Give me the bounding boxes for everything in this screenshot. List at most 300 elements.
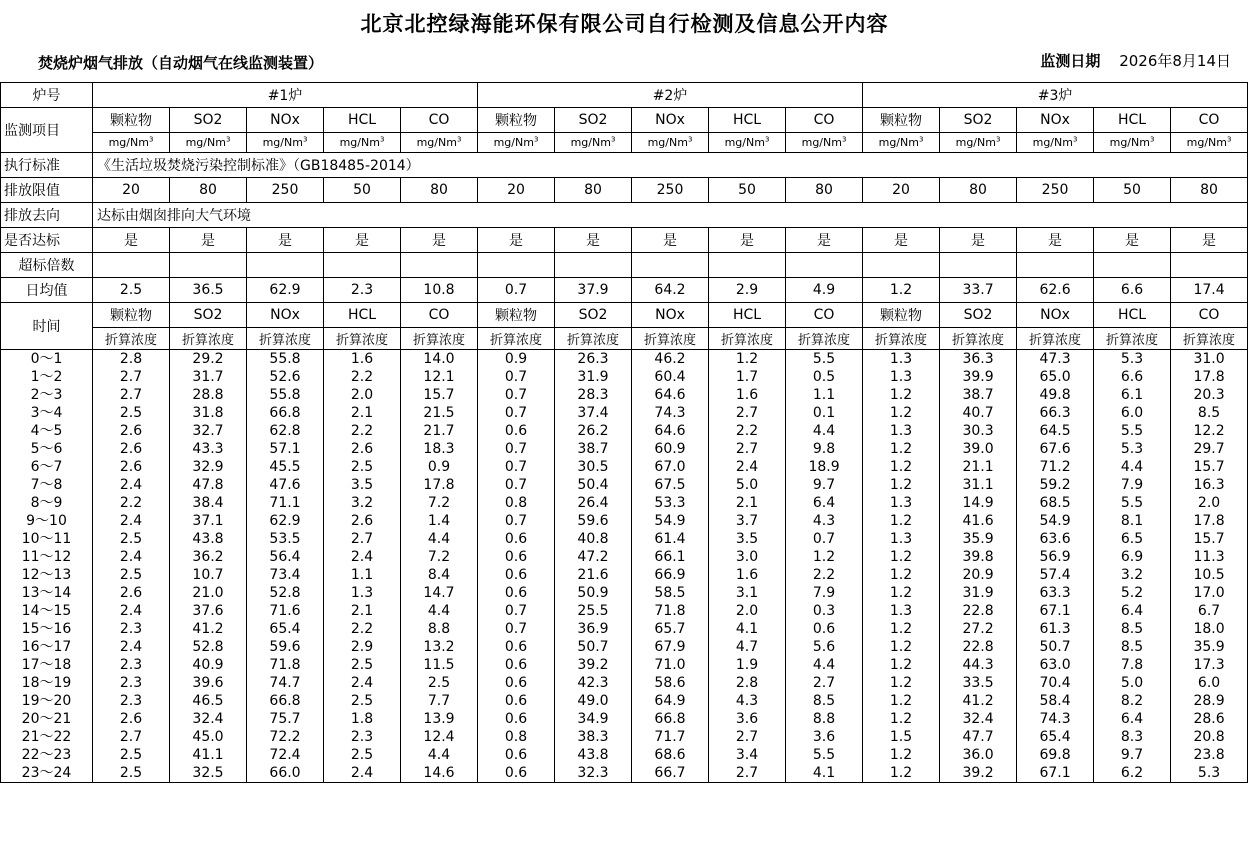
pollutant-name: 颗粒物: [93, 108, 170, 133]
unit-text: mg/Nm: [493, 136, 534, 149]
time-header-row: [1, 303, 1248, 328]
value-cell: 49.8: [1017, 386, 1094, 404]
pollutant-name: CO: [401, 108, 478, 133]
value-cell: 2.8: [709, 674, 786, 692]
value-cell: 2.5: [401, 674, 478, 692]
value-cell: 56.9: [1017, 548, 1094, 566]
time-pollutant-name: NOx: [1017, 303, 1094, 328]
value-cell: 2.1: [324, 602, 401, 620]
value-cell: 31.9: [555, 368, 632, 386]
value-cell: 2.2: [324, 422, 401, 440]
table-row: [1, 566, 1248, 584]
value-cell: 75.7: [247, 710, 324, 728]
time-pollutant-name: 颗粒物: [863, 303, 940, 328]
value-cell: 18.9: [786, 458, 863, 476]
value-cell: 2.5: [93, 764, 170, 783]
value-cell: 2.6: [324, 512, 401, 530]
unit-text: mg/Nm: [185, 136, 226, 149]
value-cell: 65.4: [1017, 728, 1094, 746]
value-cell: 47.3: [1017, 350, 1094, 369]
value-cell: 41.2: [940, 692, 1017, 710]
value-cell: 66.0: [247, 764, 324, 783]
discharge-text: 达标由烟囱排向大气环境: [93, 203, 1248, 228]
value-cell: 39.2: [940, 764, 1017, 783]
value-cell: 74.7: [247, 674, 324, 692]
value-cell: 18.0: [1171, 620, 1248, 638]
value-cell: 3.5: [324, 476, 401, 494]
value-cell: 9.7: [786, 476, 863, 494]
time-cell: 12～13: [1, 566, 93, 584]
table-row: [1, 656, 1248, 674]
value-cell: 2.7: [324, 530, 401, 548]
daily-avg-value: 62.6: [1017, 278, 1094, 303]
time-cell: 15～16: [1, 620, 93, 638]
value-cell: 0.6: [478, 530, 555, 548]
value-cell: 1.2: [863, 404, 940, 422]
time-pollutant-name: SO2: [555, 303, 632, 328]
value-cell: 2.0: [709, 602, 786, 620]
value-cell: 2.6: [324, 440, 401, 458]
value-cell: 0.6: [478, 746, 555, 764]
value-cell: 62.9: [247, 512, 324, 530]
value-cell: 71.0: [632, 656, 709, 674]
value-cell: 71.2: [1017, 458, 1094, 476]
value-cell: 66.3: [1017, 404, 1094, 422]
value-cell: 34.9: [555, 710, 632, 728]
value-cell: 26.3: [555, 350, 632, 369]
value-cell: 12.2: [1171, 422, 1248, 440]
value-cell: 6.7: [1171, 602, 1248, 620]
value-cell: 2.4: [93, 476, 170, 494]
value-cell: 14.9: [940, 494, 1017, 512]
value-cell: 29.2: [170, 350, 247, 369]
value-cell: 64.6: [632, 386, 709, 404]
value-cell: 0.7: [478, 440, 555, 458]
converted-label: 折算浓度: [786, 328, 863, 350]
time-cell: 11～12: [1, 548, 93, 566]
time-cell: 10～11: [1, 530, 93, 548]
value-cell: 14.0: [401, 350, 478, 369]
table-row: [1, 458, 1248, 476]
value-cell: 6.4: [1094, 710, 1171, 728]
value-cell: 6.9: [1094, 548, 1171, 566]
value-cell: 1.2: [863, 584, 940, 602]
value-cell: 2.2: [786, 566, 863, 584]
value-cell: 35.9: [1171, 638, 1248, 656]
value-cell: 8.5: [1171, 404, 1248, 422]
value-cell: 4.4: [401, 530, 478, 548]
time-cell: 17～18: [1, 656, 93, 674]
pollutant-name: SO2: [170, 108, 247, 133]
value-cell: 2.5: [324, 692, 401, 710]
value-cell: 39.0: [940, 440, 1017, 458]
value-cell: 5.6: [786, 638, 863, 656]
value-cell: 2.4: [709, 458, 786, 476]
value-cell: 9.8: [786, 440, 863, 458]
value-cell: 37.1: [170, 512, 247, 530]
compliance-label: 是否达标: [1, 228, 93, 253]
pollutant-name: NOx: [247, 108, 324, 133]
value-cell: 52.8: [170, 638, 247, 656]
value-cell: 5.3: [1094, 350, 1171, 369]
value-cell: 5.0: [709, 476, 786, 494]
value-cell: 2.5: [93, 566, 170, 584]
value-cell: 72.4: [247, 746, 324, 764]
limit-value: 80: [170, 178, 247, 203]
value-cell: 32.9: [170, 458, 247, 476]
value-cell: 49.0: [555, 692, 632, 710]
unit-text: mg/Nm: [262, 136, 303, 149]
value-cell: 66.8: [247, 692, 324, 710]
value-cell: 0.6: [478, 638, 555, 656]
value-cell: 70.4: [1017, 674, 1094, 692]
value-cell: 63.0: [1017, 656, 1094, 674]
value-cell: 2.2: [93, 494, 170, 512]
time-pollutant-name: 颗粒物: [478, 303, 555, 328]
compliance-value: 是: [940, 228, 1017, 253]
unit-cell: [93, 133, 170, 153]
value-cell: 2.3: [93, 674, 170, 692]
value-cell: 2.6: [93, 710, 170, 728]
time-pollutant-name: CO: [786, 303, 863, 328]
table-row: [1, 476, 1248, 494]
value-cell: 60.9: [632, 440, 709, 458]
value-cell: 1.6: [709, 566, 786, 584]
value-cell: 7.9: [786, 584, 863, 602]
time-cell: 4～5: [1, 422, 93, 440]
value-cell: 15.7: [1171, 530, 1248, 548]
unit-row: [1, 133, 1248, 153]
value-cell: 64.5: [1017, 422, 1094, 440]
value-cell: 2.7: [709, 764, 786, 783]
exceed-value: [401, 253, 478, 278]
value-cell: 6.4: [1094, 602, 1171, 620]
value-cell: 0.8: [478, 728, 555, 746]
value-cell: 42.3: [555, 674, 632, 692]
exceed-value: [1094, 253, 1171, 278]
value-cell: 37.4: [555, 404, 632, 422]
value-cell: 33.5: [940, 674, 1017, 692]
value-cell: 65.0: [1017, 368, 1094, 386]
value-cell: 21.5: [401, 404, 478, 422]
limit-value: 50: [1094, 178, 1171, 203]
value-cell: 28.3: [555, 386, 632, 404]
value-cell: 2.5: [93, 746, 170, 764]
discharge-row: [1, 203, 1248, 228]
unit-exponent: 3: [687, 135, 693, 144]
compliance-value: 是: [1017, 228, 1094, 253]
value-cell: 2.6: [93, 440, 170, 458]
unit-exponent: 3: [533, 135, 539, 144]
value-cell: 72.2: [247, 728, 324, 746]
value-cell: 32.7: [170, 422, 247, 440]
value-cell: 30.5: [555, 458, 632, 476]
value-cell: 31.8: [170, 404, 247, 422]
value-cell: 1.3: [863, 350, 940, 369]
value-cell: 66.7: [632, 764, 709, 783]
value-cell: 0.7: [478, 458, 555, 476]
limit-value: 80: [401, 178, 478, 203]
value-cell: 2.4: [93, 548, 170, 566]
value-cell: 2.6: [93, 458, 170, 476]
unit-cell: [1171, 133, 1248, 153]
value-cell: 1.3: [863, 602, 940, 620]
limit-value: 20: [863, 178, 940, 203]
daily-avg-value: 2.3: [324, 278, 401, 303]
time-pollutant-name: HCL: [324, 303, 401, 328]
value-cell: 13.9: [401, 710, 478, 728]
unit-text: mg/Nm: [416, 136, 457, 149]
pollutant-name: 颗粒物: [478, 108, 555, 133]
value-cell: 0.6: [478, 764, 555, 783]
value-cell: 59.6: [247, 638, 324, 656]
page-title: 北京北控绿海能环保有限公司自行检测及信息公开内容: [360, 12, 889, 36]
unit-cell: [863, 133, 940, 153]
value-cell: 36.2: [170, 548, 247, 566]
value-cell: 39.2: [555, 656, 632, 674]
daily-avg-value: 10.8: [401, 278, 478, 303]
value-cell: 9.7: [1094, 746, 1171, 764]
exceed-value: [709, 253, 786, 278]
value-cell: 25.5: [555, 602, 632, 620]
unit-cell: [709, 133, 786, 153]
unit-exponent: 3: [225, 135, 231, 144]
value-cell: 0.7: [478, 620, 555, 638]
value-cell: 0.7: [478, 512, 555, 530]
value-cell: 74.3: [632, 404, 709, 422]
value-cell: 5.0: [1094, 674, 1171, 692]
value-cell: 8.8: [786, 710, 863, 728]
compliance-row: [1, 228, 1248, 253]
value-cell: 10.5: [1171, 566, 1248, 584]
table-row: [1, 638, 1248, 656]
value-cell: 1.3: [863, 368, 940, 386]
value-cell: 0.6: [478, 566, 555, 584]
value-cell: 22.8: [940, 638, 1017, 656]
monitoring-date: [1040, 50, 1231, 71]
converted-label: 折算浓度: [247, 328, 324, 350]
value-cell: 4.4: [1094, 458, 1171, 476]
value-cell: 12.1: [401, 368, 478, 386]
value-cell: 14.7: [401, 584, 478, 602]
value-cell: 47.7: [940, 728, 1017, 746]
table-row: [1, 602, 1248, 620]
value-cell: 11.3: [1171, 548, 1248, 566]
value-cell: 71.7: [632, 728, 709, 746]
daily-avg-value: 2.9: [709, 278, 786, 303]
furnace-label: 炉号: [1, 83, 93, 108]
exceed-value: [170, 253, 247, 278]
value-cell: 39.9: [940, 368, 1017, 386]
value-cell: 40.7: [940, 404, 1017, 422]
value-cell: 1.9: [709, 656, 786, 674]
exceed-value: [940, 253, 1017, 278]
furnace-name: #1炉: [93, 83, 478, 108]
value-cell: 35.9: [940, 530, 1017, 548]
value-cell: 5.3: [1171, 764, 1248, 783]
daily-avg-value: 1.2: [863, 278, 940, 303]
value-cell: 1.1: [786, 386, 863, 404]
value-cell: 1.2: [863, 476, 940, 494]
value-cell: 12.4: [401, 728, 478, 746]
limit-value: 250: [247, 178, 324, 203]
time-pollutant-name: HCL: [709, 303, 786, 328]
unit-cell: [478, 133, 555, 153]
compliance-value: 是: [555, 228, 632, 253]
value-cell: 2.9: [324, 638, 401, 656]
value-cell: 6.4: [786, 494, 863, 512]
exceed-row: [1, 253, 1248, 278]
time-cell: 13～14: [1, 584, 93, 602]
unit-cell: [170, 133, 247, 153]
unit-cell: [1094, 133, 1171, 153]
converted-label: 折算浓度: [401, 328, 478, 350]
time-pollutant-name: 颗粒物: [93, 303, 170, 328]
value-cell: 54.9: [1017, 512, 1094, 530]
value-cell: 2.7: [93, 386, 170, 404]
value-cell: 1.6: [324, 350, 401, 369]
value-cell: 14.6: [401, 764, 478, 783]
value-cell: 1.2: [863, 566, 940, 584]
value-cell: 1.2: [863, 440, 940, 458]
value-cell: 71.8: [632, 602, 709, 620]
unit-text: mg/Nm: [1109, 136, 1150, 149]
value-cell: 0.6: [478, 674, 555, 692]
value-cell: 2.3: [324, 728, 401, 746]
value-cell: 2.4: [93, 638, 170, 656]
value-cell: 39.8: [940, 548, 1017, 566]
time-cell: 0～1: [1, 350, 93, 369]
value-cell: 41.6: [940, 512, 1017, 530]
daily-avg-value: 62.9: [247, 278, 324, 303]
compliance-value: 是: [170, 228, 247, 253]
time-cell: 19～20: [1, 692, 93, 710]
time-pollutant-name: HCL: [1094, 303, 1171, 328]
value-cell: 59.2: [1017, 476, 1094, 494]
compliance-value: 是: [786, 228, 863, 253]
value-cell: 0.6: [786, 620, 863, 638]
converted-label: 折算浓度: [709, 328, 786, 350]
table-row: [1, 368, 1248, 386]
value-cell: 43.8: [555, 746, 632, 764]
value-cell: 2.4: [324, 674, 401, 692]
value-cell: 4.1: [709, 620, 786, 638]
time-cell: 22～23: [1, 746, 93, 764]
value-cell: 2.1: [709, 494, 786, 512]
limit-value: 20: [93, 178, 170, 203]
daily-avg-value: 36.5: [170, 278, 247, 303]
value-cell: 3.2: [324, 494, 401, 512]
compliance-value: 是: [478, 228, 555, 253]
limit-value: 250: [632, 178, 709, 203]
daily-avg-value: 37.9: [555, 278, 632, 303]
value-cell: 1.2: [863, 764, 940, 783]
furnace-name: #2炉: [478, 83, 863, 108]
value-cell: 50.7: [555, 638, 632, 656]
value-cell: 4.4: [786, 422, 863, 440]
value-cell: 8.5: [1094, 620, 1171, 638]
value-cell: 5.5: [786, 746, 863, 764]
daily-avg-value: 64.2: [632, 278, 709, 303]
value-cell: 2.6: [93, 422, 170, 440]
pollutant-name: NOx: [1017, 108, 1094, 133]
value-cell: 2.7: [709, 440, 786, 458]
standard-text: 《生活垃圾焚烧污染控制标准》（GB18485-2014）: [93, 153, 1248, 178]
value-cell: 8.5: [786, 692, 863, 710]
value-cell: 20.8: [1171, 728, 1248, 746]
value-cell: 17.8: [1171, 512, 1248, 530]
value-cell: 2.1: [324, 404, 401, 422]
value-cell: 2.7: [709, 728, 786, 746]
converted-label: 折算浓度: [1017, 328, 1094, 350]
unit-cell: [786, 133, 863, 153]
value-cell: 3.0: [709, 548, 786, 566]
value-cell: 0.9: [401, 458, 478, 476]
unit-exponent: 3: [1149, 135, 1155, 144]
table-row: [1, 422, 1248, 440]
limit-value: 80: [555, 178, 632, 203]
compliance-value: 是: [709, 228, 786, 253]
table-row: [1, 620, 1248, 638]
value-cell: 1.8: [324, 710, 401, 728]
value-cell: 68.5: [1017, 494, 1094, 512]
value-cell: 47.6: [247, 476, 324, 494]
time-pollutant-name: NOx: [632, 303, 709, 328]
value-cell: 15.7: [1171, 458, 1248, 476]
exceed-value: [247, 253, 324, 278]
value-cell: 50.7: [1017, 638, 1094, 656]
value-cell: 41.1: [170, 746, 247, 764]
value-cell: 2.6: [93, 584, 170, 602]
value-cell: 2.5: [93, 404, 170, 422]
value-cell: 1.2: [863, 692, 940, 710]
value-cell: 8.3: [1094, 728, 1171, 746]
value-cell: 1.2: [863, 386, 940, 404]
compliance-value: 是: [401, 228, 478, 253]
value-cell: 61.3: [1017, 620, 1094, 638]
pollutant-name: CO: [1171, 108, 1248, 133]
converted-label: 折算浓度: [93, 328, 170, 350]
standard-row: [1, 153, 1248, 178]
exceed-value: [632, 253, 709, 278]
value-cell: 38.7: [940, 386, 1017, 404]
value-cell: 2.3: [93, 656, 170, 674]
value-cell: 31.1: [940, 476, 1017, 494]
value-cell: 0.6: [478, 548, 555, 566]
value-cell: 20.9: [940, 566, 1017, 584]
value-cell: 58.5: [632, 584, 709, 602]
value-cell: 5.5: [786, 350, 863, 369]
table-row: [1, 350, 1248, 369]
pollutant-row: [1, 108, 1248, 133]
value-cell: 8.2: [1094, 692, 1171, 710]
converted-label: 折算浓度: [632, 328, 709, 350]
value-cell: 4.3: [786, 512, 863, 530]
value-cell: 57.4: [1017, 566, 1094, 584]
value-cell: 1.2: [863, 710, 940, 728]
value-cell: 45.0: [170, 728, 247, 746]
time-pollutant-name: SO2: [170, 303, 247, 328]
value-cell: 66.8: [247, 404, 324, 422]
value-cell: 7.9: [1094, 476, 1171, 494]
value-cell: 74.3: [1017, 710, 1094, 728]
compliance-value: 是: [247, 228, 324, 253]
limit-label: 排放限值: [1, 178, 93, 203]
unit-cell: [401, 133, 478, 153]
value-cell: 4.3: [709, 692, 786, 710]
value-cell: 6.5: [1094, 530, 1171, 548]
value-cell: 1.5: [863, 728, 940, 746]
